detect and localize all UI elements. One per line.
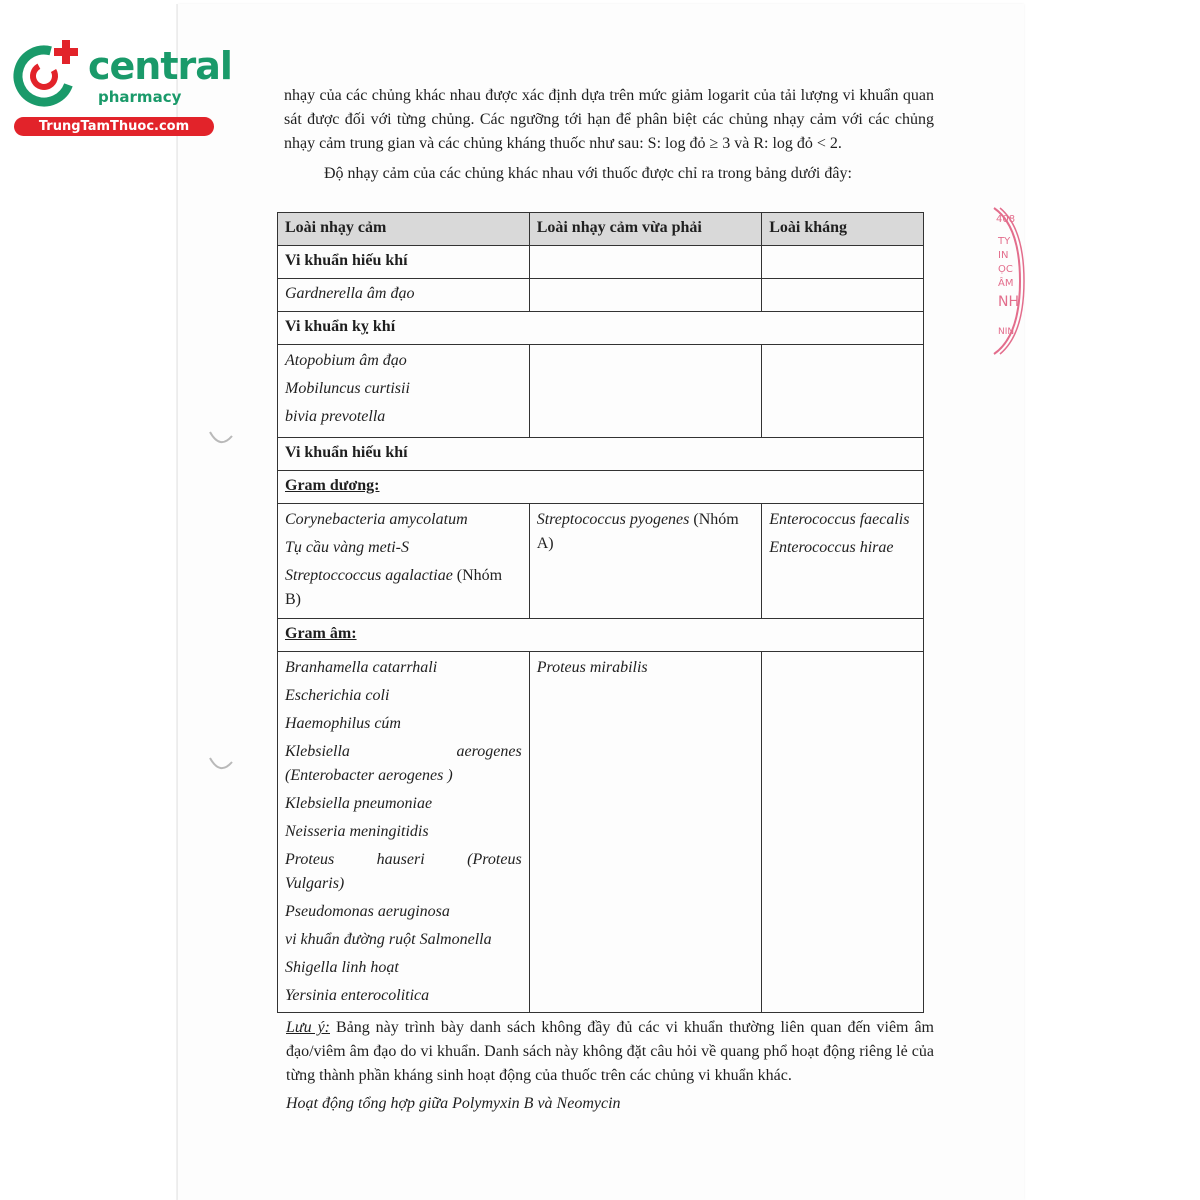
species-name: Enterococcus hirae [769, 539, 894, 556]
table-row [278, 504, 924, 619]
cell-gp-sensitive [278, 504, 530, 619]
table-row [278, 246, 924, 279]
stamp-text-6: NH [998, 294, 1019, 310]
species-name: (Enterobacter aerogenes ) [285, 767, 453, 784]
stamp-text-4: ỌC [998, 264, 1013, 275]
empty-cell [529, 246, 762, 279]
brand-subtitle: pharmacy [98, 88, 182, 106]
table-row [278, 471, 924, 504]
table-row [278, 619, 924, 652]
section-label: Vi khuẩn kỵ khí [285, 318, 396, 335]
section-gram-positive [278, 471, 924, 504]
table-row [278, 652, 924, 1013]
species-name: Shigella linh hoạt [285, 959, 399, 976]
binder-hole-2 [208, 754, 234, 774]
species-name: Pseudomonas aeruginosa [285, 903, 450, 920]
note-paragraph [286, 1016, 934, 1088]
empty-cell [762, 246, 924, 279]
species-italic: Streptoccoccus agalactiae [285, 567, 453, 584]
header-sensitive: Loài nhạy cảm [278, 213, 530, 246]
species-name [537, 508, 755, 556]
table-row [278, 438, 924, 471]
stamp-text-7: NIN [998, 327, 1015, 337]
species-name: Neisseria meningitidis [285, 823, 429, 840]
table-row [278, 345, 924, 438]
note-label: Lưu ý: [286, 1019, 330, 1036]
brand-name: central [88, 44, 232, 88]
species-name: Branhamella catarrhali [285, 659, 438, 676]
header-resistant: Loài kháng [762, 213, 924, 246]
central-pharmacy-logo[interactable] [10, 38, 232, 138]
gram-positive-label: Gram dương: [285, 477, 380, 494]
cell-anaerobic-sensitive [278, 345, 530, 438]
stamp-text-3: IN [998, 250, 1009, 261]
stamp-text-1: 408 [996, 214, 1016, 225]
species-name: Gardnerella âm đạo [285, 285, 415, 302]
table-header-row [278, 213, 924, 246]
species-italic: Streptococcus pyogenes [536, 511, 690, 528]
cell-gp-resistant [762, 504, 924, 619]
species-name: Vulgaris) [285, 875, 345, 892]
species-part: aerogenes [456, 743, 522, 760]
species-name: Atopobium âm đạo [285, 352, 407, 369]
species-name: Mobiluncus curtisii [285, 380, 410, 397]
species-name: Enterococcus faecalis [769, 511, 910, 528]
species-name [285, 740, 522, 764]
body-text [284, 84, 934, 186]
species-name: Corynebacteria amycolatum [285, 511, 468, 528]
section-anaerobic [278, 312, 924, 345]
species-name: Tụ cầu vàng meti-S [285, 539, 409, 556]
species-name [285, 564, 522, 612]
susceptibility-table [277, 212, 924, 1013]
species-group: (Nhóm A) [536, 511, 739, 552]
species-part: hauseri [376, 851, 425, 868]
binder-hole-1 [208, 428, 234, 448]
species-name: Yersinia enterocolitica [285, 987, 430, 1004]
table-intro: Độ nhạy cảm của các chủng khác nhau với thuốc được chỉ ra trong bảng dưới đây: [324, 165, 852, 182]
species-name: bivia prevotella [285, 408, 386, 425]
header-moderate: Loài nhạy cảm vừa phải [529, 213, 762, 246]
brand-url-badge[interactable]: TrungTamThuoc.com [14, 117, 214, 136]
stamp-text-2: TY [998, 236, 1011, 247]
empty-cell [529, 279, 762, 312]
table-row [278, 279, 924, 312]
stamp-text-5: ÂM [998, 278, 1014, 289]
intro-paragraph: nhạy của các chủng khác nhau được xác định dựa trên mức giảm logarit của tải lượng vi khuẩn quan sát được đối với từng chủng. Các ngưỡng tới hạn để phân biệt các chủng nhạy cảm với các chủng nhạy cảm trung gian và các chủng kháng thuốc như sau: S: log đỏ ≥ 3 và R: log đỏ < 2. [284, 87, 934, 152]
empty-cell [762, 652, 924, 1013]
species-name: Escherichia coli [285, 687, 390, 704]
species-name: Proteus mirabilis [536, 659, 648, 676]
empty-cell [529, 345, 762, 438]
cell-gn-sensitive [278, 652, 530, 1013]
species-part: Proteus [285, 851, 335, 868]
red-stamp-fragment [990, 206, 1026, 356]
empty-cell [762, 279, 924, 312]
species-name [285, 848, 522, 872]
empty-cell [762, 345, 924, 438]
species-name: Haemophilus cúm [285, 715, 401, 732]
species-part: Klebsiella [285, 743, 350, 760]
species-name: Klebsiella pneumoniae [285, 795, 433, 812]
section-aerobic-2: Vi khuẩn hiếu khí [278, 438, 924, 471]
cell-gardnerella [278, 279, 530, 312]
section-gram-negative [278, 619, 924, 652]
note-text: Bảng này trình bày danh sách không đầy đủ các vi khuẩn thường liên quan đến viêm âm đạo/viêm âm đạo do vi khuẩn. Danh sách này không đặt câu hỏi về quang phổ hoạt động riêng lẻ của từng thành phần kháng sinh hoạt động của thuốc trên các chủng vi khuẩn khác. [286, 1019, 934, 1084]
section-aerobic: Vi khuẩn hiếu khí [278, 246, 530, 279]
species-name: vi khuẩn đường ruột Salmonella [285, 931, 492, 948]
table-row [278, 312, 924, 345]
cell-gp-moderate [529, 504, 762, 619]
species-group: (Nhóm B) [285, 567, 503, 608]
gram-negative-label: Gram âm: [285, 625, 357, 642]
cell-gn-moderate [529, 652, 762, 1013]
species-part: (Proteus [467, 851, 522, 868]
pharmacy-cross-logo-icon [10, 38, 84, 112]
section-heading-italic: Hoạt động tổng hợp giữa Polymyxin B và Neomycin [286, 1095, 621, 1112]
